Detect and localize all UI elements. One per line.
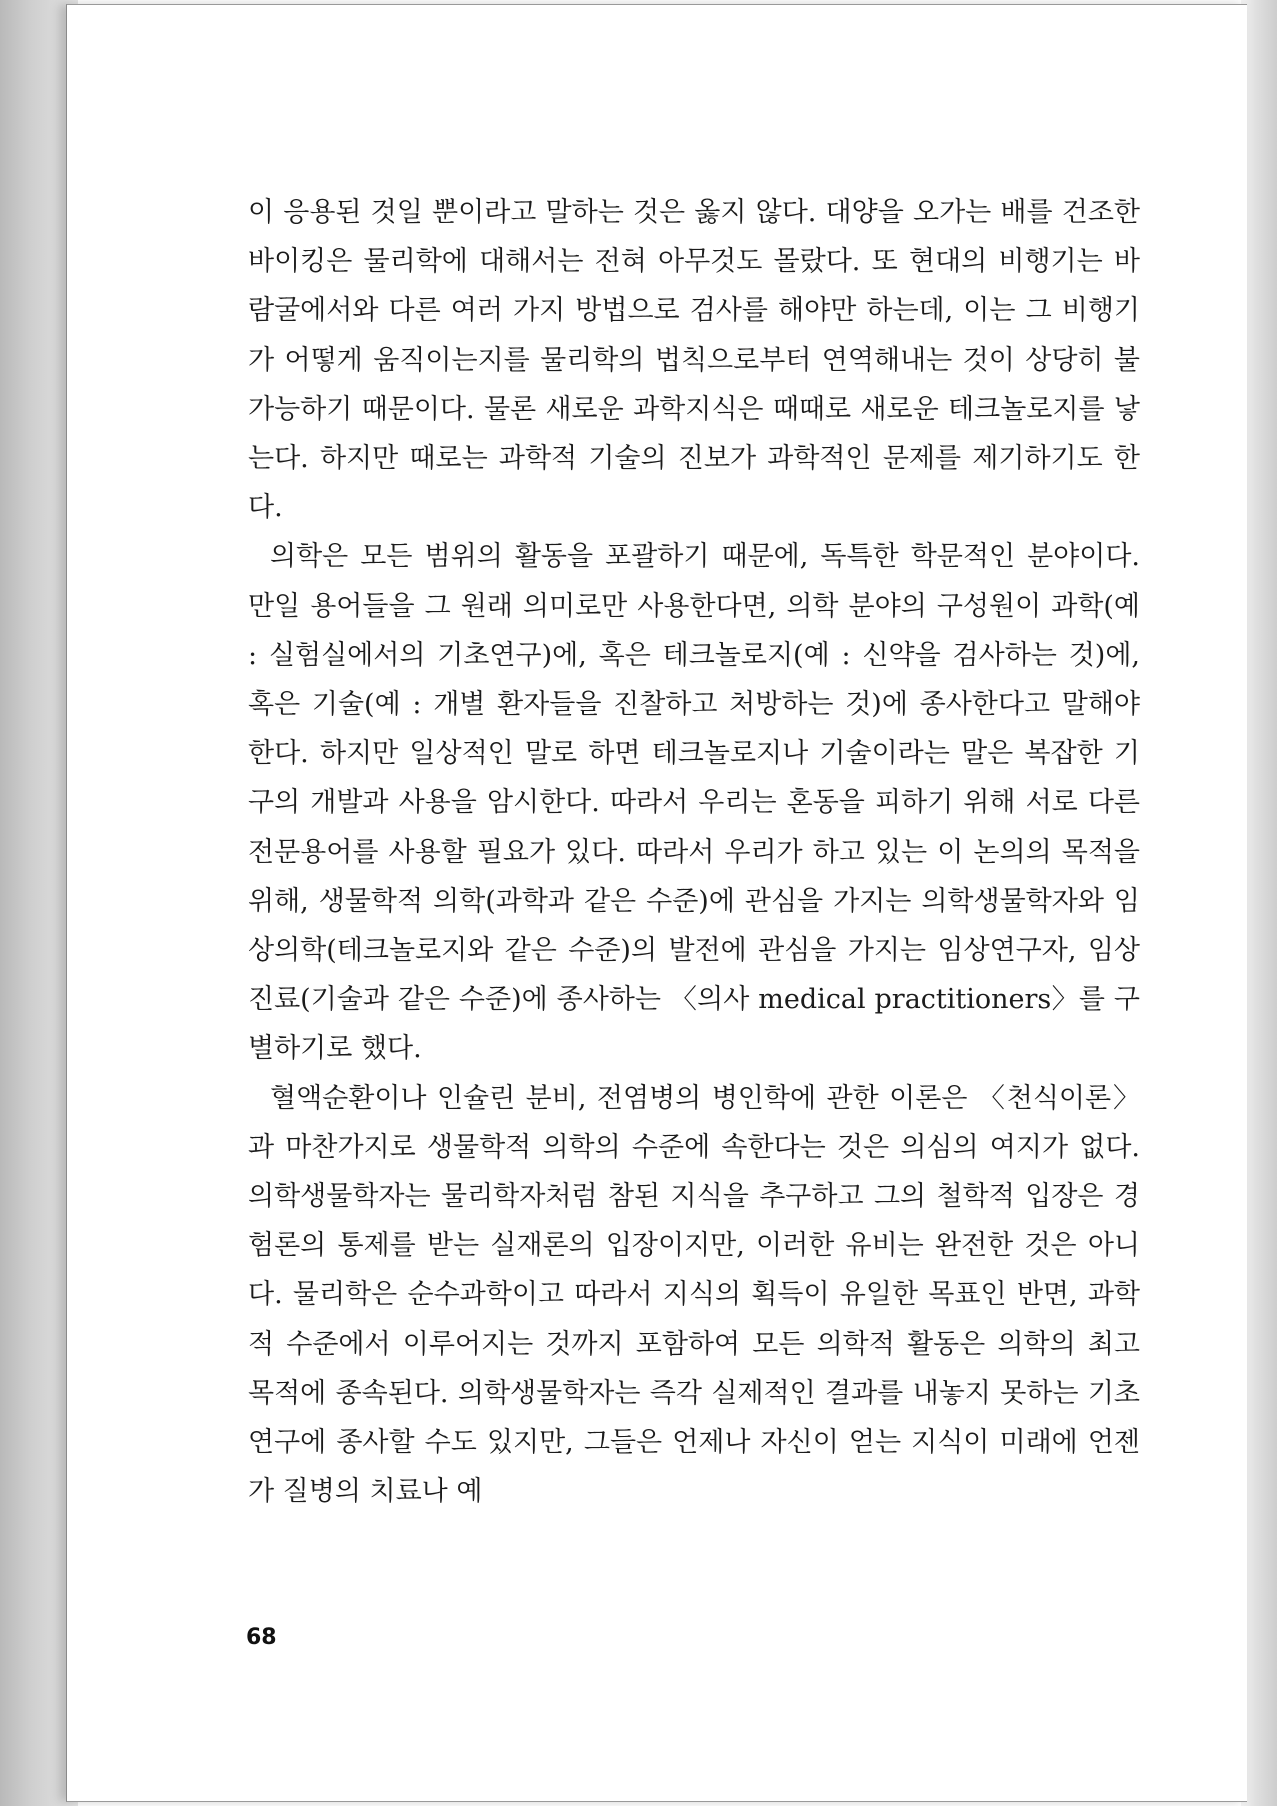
paragraph-continued: 이 응용된 것일 뿐이라고 말하는 것은 옳지 않다. 대양을 오가는 배를 건조한 바이킹은 물리학에 대해서는 전혀 아무것도 몰랐다. 또 현대의 비행기는 바람굴에서와 다른 여러 가지 방법으로 검사를 해야만 하는데, 이는 그 비행기가 어떻게 움직이는지를 물리학의 법칙으로부터 연역해내는 것이 상당히 불가능하기 때문이다. 물론 새로운 과학지식은 때때로 새로운 테크놀로지를 낳는다. 하지만 때로는 과학적 기술의 진보가 과학적인 문제를 제기하기도 한다. bbox=[248, 197, 1140, 524]
paragraph-biological-medicine: 혈액순환이나 인슐린 분비, 전염병의 병인학에 관한 이론은 〈천식이론〉과 마찬가지로 생물학적 의학의 수준에 속한다는 것은 의심의 여지가 없다. 의학생물학자는 물리학자처럼 참된 지식을 추구하고 그의 철학적 입장은 경험론의 통제를 받는 실재론의 입장이지만, 이러한 유비는 완전한 것은 아니다. 물리학은 순수과학이고 따라서 지식의 획득이 유일한 목표인 반면, 과학적 수준에서 이루어지는 것까지 포함하여 모든 의학적 활동은 의학의 최고 목적에 종속된다. 의학생물학자는 즉각 실제적인 결과를 내놓지 못하는 기초연구에 종사할 수도 있지만, 그들은 언제나 자신이 얻는 지식이 미래에 언젠가 질병의 치료나 예 bbox=[248, 1082, 1140, 1508]
page-number: 68 bbox=[246, 1625, 277, 1650]
paragraph-medicine-field: 의학은 모든 범위의 활동을 포괄하기 때문에, 독특한 학문적인 분야이다. 만일 용어들을 그 원래 의미로만 사용한다면, 의학 분야의 구성원이 과학(예 : 실험실에서의 기초연구)에, 혹은 테크놀로지(예 : 신약을 검사하는 것)에, 혹은 기술(예 : 개별 환자들을 진찰하고 처방하는 것)에 종사한다고 말해야 한다. 하지만 일상적인 말로 하면 테크놀로지나 기술이라는 말은 복잡한 기구의 개발과 사용을 암시한다. 따라서 우리는 혼동을 피하기 위해 서로 다른 전문용어를 사용할 필요가 있다. 따라서 우리가 하고 있는 이 논의의 목적을 위해, 생물학적 의학(과학과 같은 수준)에 관심을 가지는 의학생물학자와 임상의학(테크놀로지와 같은 수준)의 발전에 관심을 가지는 임상연구자, 임상진료(기술과 같은 수준)에 종사하는 〈의사 medical practitioners〉를 구별하기로 했다. bbox=[248, 541, 1140, 1065]
body-text bbox=[248, 188, 1140, 1516]
